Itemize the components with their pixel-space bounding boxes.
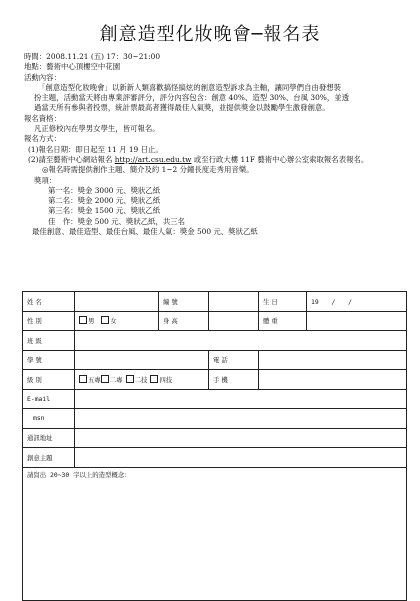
method-note: ◎報名時需提供創作主題、簡介及約 1~2 分鐘長度走秀用音樂。 [42,165,254,175]
theme-label: 創意主題 [23,448,75,468]
class-label: 班級 [23,331,75,351]
prize-3: 第三名：獎金 1500 元、獎狀乙紙 [48,206,161,216]
gender-label: 性別 [23,311,75,331]
class-field[interactable] [75,331,407,351]
male-checkbox[interactable] [79,316,87,324]
name-field[interactable] [75,292,159,312]
level-option-4: 四技 [159,375,173,384]
level-option-2: 二專 [109,375,123,384]
msn-field[interactable] [75,409,407,429]
eligibility-label: 報名資格： [24,113,61,123]
form-row-address [23,428,407,448]
height-field[interactable] [209,311,259,331]
form-row-msn [23,409,407,429]
msn-label: msn [23,409,75,429]
birthday-label: 生日 [259,292,307,312]
level-checkbox-2[interactable] [101,375,109,383]
address-field[interactable] [75,428,407,448]
email-field[interactable] [75,389,407,409]
level-option-3: 二技 [134,375,148,384]
level-option-1: 五專 [88,375,101,384]
level-checkbox-4[interactable] [150,375,158,383]
form-row-student-id [23,350,407,370]
content-line-1: 「創意造型化妝晚會」以新新人類喜歡搞怪搞炫的創意造型訴求為主軸，讓同學們自由發想裝 [38,82,342,92]
email-label: E-mail [23,389,75,409]
weight-field[interactable] [307,311,407,331]
prize-2: 第二名：獎金 2000 元、獎狀乙紙 [48,196,161,206]
student-id-field[interactable] [75,350,209,370]
level-checkbox-3[interactable] [126,375,134,383]
content-label: 活動內容： [24,72,61,82]
form-row-class [23,331,407,351]
address-label: 通訊地址 [23,428,75,448]
concept-field[interactable] [23,467,407,600]
level-label: 級別 [23,370,75,390]
content-line-3: 過當天所有參與者投票，統計票最高者獲得最佳人氣獎，並提供獎金以鼓勵學生激發創意。 [34,103,330,113]
form-row-email [23,389,407,409]
phone-label: 電話 [209,350,259,370]
prize-honorable: 佳 作：獎金 500 元、獎狀乙紙，共三名 [48,216,186,226]
birthday-field[interactable]: 19 / / [307,292,407,312]
form-row-name [23,292,407,312]
page-title: 創意造型化妝晚會─報名表 [99,24,321,45]
prize-label: 獎項： [34,175,57,185]
female-checkbox[interactable] [101,316,109,324]
form-row-concept [23,467,407,600]
form-row-theme [23,448,407,468]
phone-field[interactable] [259,350,407,370]
concept-prompt: 請寫出 20~30 字以上的造型概念： [27,470,131,479]
height-label: 身高 [159,311,209,331]
content-line-2: 扮主題，活動當天將由專業評審評分，評分內容包含：創意 40%、造型 30%、台風 30%，並透 [34,93,350,103]
number-label: 編號 [159,292,209,312]
form-row-gender [23,311,407,331]
method-1: (1)報名日期：即日起至 11 月 19 日止。 [28,144,163,154]
form-row-level [23,370,407,390]
mobile-field[interactable] [259,370,407,390]
registration-form [22,291,407,601]
student-id-label: 學號 [23,350,75,370]
prize-1: 第一名：獎金 3000 元、獎狀乙紙 [48,185,161,195]
eligibility-text: 凡正修校內在學男女學生，皆可報名。 [34,124,160,134]
gender-field [75,311,159,331]
special-prize: 最佳創意、最佳造型、最佳台風、最佳人氣：獎金 500 元、獎狀乙紙 [32,227,258,237]
art-center-link[interactable]: http://art.csu.edu.tw [114,154,192,164]
method-2-pre: (2)請至藝術中心網站報名 [28,154,115,164]
theme-field[interactable] [75,448,407,468]
level-field [75,370,209,390]
method-2-post: 或至行政大樓 11F 藝術中心辦公室索取報名表報名。 [191,154,369,164]
method-label: 報名方式： [24,134,61,144]
female-label: 女 [110,317,117,326]
weight-label: 體重 [259,311,307,331]
male-label: 男 [88,317,95,326]
method-2 [24,155,404,165]
event-time: 時間：2008.11.21 (五) 17：30~21:00 [24,52,161,61]
event-info [24,52,404,237]
number-field[interactable] [209,292,259,312]
level-checkbox-1[interactable] [79,375,87,383]
mobile-label: 手機 [209,370,259,390]
name-label: 姓名 [23,292,75,312]
event-place: 地點：藝術中心頂樓空中花園 [24,62,121,72]
